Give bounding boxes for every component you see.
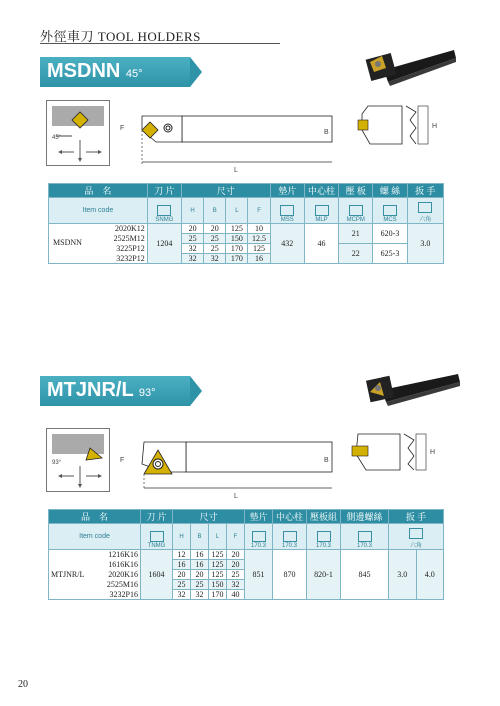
sub-b: B — [204, 198, 226, 224]
angle-label: 93° — [52, 460, 62, 466]
row-f: 25 — [227, 570, 245, 580]
sub-screw: MCS — [383, 217, 397, 223]
section-angle: 45° — [125, 68, 143, 80]
row-l: 150 — [209, 580, 227, 590]
row-b: 25 — [204, 244, 226, 254]
row-code: 3232P12 — [49, 254, 148, 264]
pin-value: 870 — [273, 550, 307, 600]
wrench-value: 3.0 — [407, 224, 443, 264]
row-h: 20 — [182, 224, 204, 234]
section-code: MTJNR/L — [47, 379, 134, 401]
screw-value-1: 620-3 — [373, 224, 407, 244]
shim-value: 851 — [245, 550, 273, 600]
insert-icon — [157, 205, 171, 216]
screw-icon — [358, 531, 372, 542]
sub-insert: TNMG — [147, 543, 166, 549]
row-b: 20 — [204, 224, 226, 234]
l-label: L — [234, 493, 238, 500]
sub-f: F — [227, 524, 245, 550]
b-label: B — [324, 129, 329, 136]
col-shim: 墊片 — [270, 184, 304, 198]
col-dims: 尺寸 — [182, 184, 271, 198]
row-l: 125 — [226, 224, 248, 234]
pin-value: 46 — [304, 224, 338, 264]
header-rule — [40, 43, 280, 44]
sub-wrench: 六角 — [409, 543, 422, 549]
h-label: H — [430, 449, 436, 456]
col-pin: 中心柱 — [273, 510, 307, 524]
sub-clamp: MCPM — [346, 217, 365, 223]
screw-value-2: 625-3 — [373, 244, 407, 264]
row-h: 32 — [173, 590, 191, 600]
col-clamp: 壓 板 — [339, 184, 373, 198]
msdnn-side-diagram — [348, 100, 448, 156]
clamp-value-2: 22 — [339, 244, 373, 264]
row-f: 12.5 — [248, 234, 270, 244]
msdnn-plan-diagram — [118, 104, 340, 176]
mtjnr-inset-diagram — [46, 428, 110, 492]
col-wrench: 扳 手 — [389, 510, 444, 524]
row-l: 150 — [226, 234, 248, 244]
sub-item-code: Item code — [49, 198, 148, 224]
screw-icon — [383, 205, 397, 216]
row-h: 16 — [173, 560, 191, 570]
row-code: 1616K16 — [49, 560, 141, 570]
col-insert: 刀 片 — [141, 510, 173, 524]
row-code: 2020K12 — [49, 224, 148, 234]
row-b: 32 — [204, 254, 226, 264]
row-code: 1216K16 — [49, 550, 141, 560]
row-h: 20 — [173, 570, 191, 580]
tool-holder-photo — [362, 42, 458, 90]
insert-value: 1204 — [147, 224, 181, 264]
tool-holder-photo — [362, 368, 462, 418]
col-wrench: 扳 手 — [407, 184, 443, 198]
col-name: 品 名 — [49, 184, 148, 198]
clamp-value: 820-1 — [307, 550, 341, 600]
col-shim: 墊片 — [245, 510, 273, 524]
sub-b: B — [191, 524, 209, 550]
section-title-mtjnr — [40, 376, 190, 406]
row-l: 125 — [209, 550, 227, 560]
col-dims: 尺寸 — [173, 510, 245, 524]
section-title-msdnn — [40, 57, 190, 87]
page-number: 20 — [18, 679, 28, 690]
hex-wrench-icon — [418, 202, 432, 213]
clamp-value-1: 21 — [339, 224, 373, 244]
sub-f: F — [248, 198, 270, 224]
row-l: 125 — [209, 560, 227, 570]
row-f: 10 — [248, 224, 270, 234]
row-b: 16 — [191, 560, 209, 570]
section-code: MSDNN — [47, 60, 121, 82]
row-l: 170 — [226, 244, 248, 254]
row-h: 25 — [173, 580, 191, 590]
row-l: 170 — [209, 590, 227, 600]
pin-icon — [283, 531, 297, 542]
item-name: MSDNN — [53, 237, 82, 247]
row-b: 25 — [191, 580, 209, 590]
sub-pin: 170.3 — [281, 543, 297, 549]
row-code: 2525M12 — [113, 234, 145, 243]
h-label: H — [432, 123, 438, 130]
f-label: F — [120, 457, 125, 464]
row-b: 20 — [191, 570, 209, 580]
row-b: 25 — [204, 234, 226, 244]
sub-insert: SNMG — [155, 217, 174, 223]
sub-item-code: Item code — [49, 524, 141, 550]
row-code: 2525M16 — [49, 580, 141, 590]
row-b: 32 — [191, 590, 209, 600]
row-f: 20 — [227, 550, 245, 560]
row-l: 125 — [209, 570, 227, 580]
page-header: 外徑車刀 TOOL HOLDERS — [40, 29, 201, 44]
row-f: 16 — [248, 254, 270, 264]
clamp-icon — [317, 531, 331, 542]
insert-icon — [150, 531, 164, 542]
sub-pin: MLP — [315, 217, 328, 223]
row-h: 32 — [182, 244, 204, 254]
hex-wrench-icon — [409, 528, 423, 539]
row-h: 32 — [182, 254, 204, 264]
section-angle: 93° — [138, 387, 156, 399]
insert-value: 1604 — [141, 550, 173, 600]
shim-value: 432 — [270, 224, 304, 264]
row-h: 12 — [173, 550, 191, 560]
sub-wrench: 六角 — [419, 217, 432, 223]
l-label: L — [234, 167, 238, 174]
row-l: 170 — [226, 254, 248, 264]
row-f: 40 — [227, 590, 245, 600]
wrench-value-a: 3.0 — [389, 550, 417, 600]
mtjnr-side-diagram — [346, 424, 446, 480]
col-insert: 刀 片 — [147, 184, 181, 198]
mtjnr-spec-table — [48, 509, 444, 600]
sub-l: L — [209, 524, 227, 550]
col-screw: 側邊螺絲 — [341, 510, 389, 524]
sub-l: L — [226, 198, 248, 224]
col-name: 品 名 — [49, 510, 141, 524]
row-f: 125 — [248, 244, 270, 254]
f-label: F — [120, 125, 125, 132]
col-clamp: 壓板組 — [307, 510, 341, 524]
screw-value: 845 — [341, 550, 389, 600]
sub-h: H — [182, 198, 204, 224]
sub-h: H — [173, 524, 191, 550]
row-b: 16 — [191, 550, 209, 560]
b-label: B — [324, 457, 329, 464]
shim-icon — [252, 531, 266, 542]
row-code: 2020K16 — [108, 570, 138, 579]
row-f: 32 — [227, 580, 245, 590]
pin-icon — [315, 205, 329, 216]
sub-screw: 170.3 — [356, 543, 372, 549]
sub-shim: MSS — [280, 217, 294, 223]
row-code: 3225P12 — [49, 244, 148, 254]
msdnn-spec-table — [48, 183, 444, 264]
row-h: 25 — [182, 234, 204, 244]
row-code: 3232P16 — [49, 590, 141, 600]
angle-label: 45° — [52, 135, 62, 141]
mtjnr-plan-diagram — [118, 428, 340, 502]
clamp-icon — [349, 205, 363, 216]
sub-clamp: 170.3 — [315, 543, 331, 549]
row-f: 20 — [227, 560, 245, 570]
sub-shim: 170.3 — [250, 543, 266, 549]
col-screw: 螺 絲 — [373, 184, 407, 198]
shim-icon — [280, 205, 294, 216]
item-name: MTJNR/L — [51, 569, 85, 579]
col-pin: 中心柱 — [304, 184, 338, 198]
wrench-value-b: 4.0 — [416, 550, 444, 600]
msdnn-inset-diagram — [46, 100, 110, 166]
